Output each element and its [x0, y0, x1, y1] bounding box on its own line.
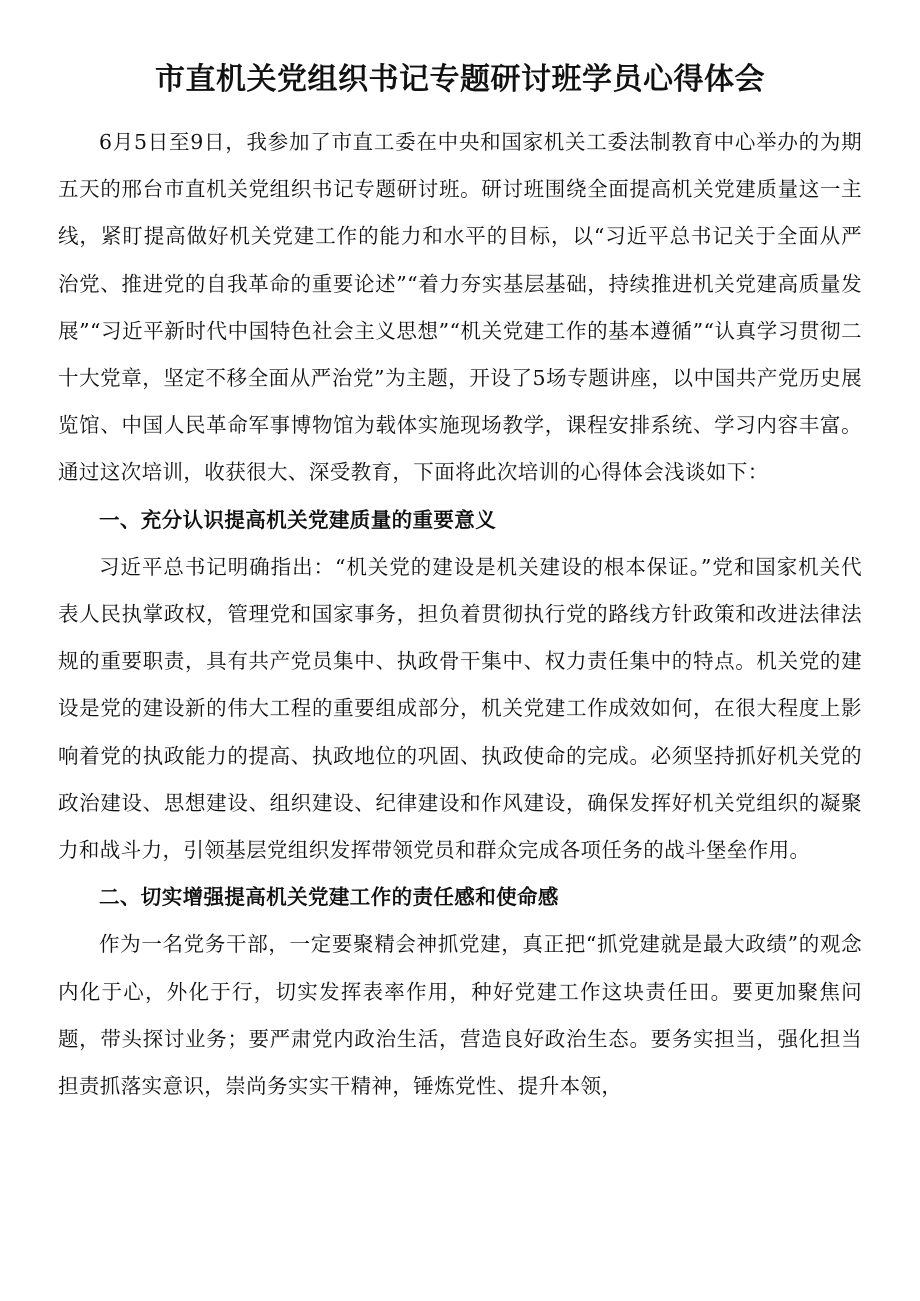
paragraph-section-1: 习近平总书记明确指出：“机关党的建设是机关建设的根本保证。”党和国家机关代表人民执掌政权，管理党和国家事务，担负着贯彻执行党的路线方针政策和改进法律法规的重要职责，具有共产党员集中、执政骨干集中、权力责任集中的特点。机关党的建设是党的建设新的伟大工程的重要组成部分，机关党建工作成效如何，在很大程度上影响着党的执政能力的提高、执政地位的巩固、执政使命的完成。必须坚持抓好机关党的政治建设、思想建设、组织建设、纪律建设和作风建设，确保发挥好机关党组织的凝聚力和战斗力，引领基层党组织发挥带领党员和群众完成各项任务的战斗堡垒作用。: [58, 554, 862, 863]
document-body: [58, 119, 862, 1110]
section-heading-1: 一、充分认识提高机关党建质量的重要意义: [99, 507, 497, 532]
document-title: 市直机关党组织书记专题研讨班学员心得体会: [155, 62, 765, 97]
paragraph-section-2: 作为一名党务干部，一定要聚精会神抓党建，真正把“抓党建就是最大政绩”的观念内化于心，外化于行，切实发挥表率作用，种好党建工作这块责任田。要更加聚焦问题，带头探讨业务；要严肃党内政治生活，营造良好政治生态。要务实担当，强化担当担责抓落实意识，崇尚务实实干精神，锤炼党性、提升本领，: [58, 932, 862, 1099]
paragraph-intro: 6月5日至9日，我参加了市直工委在中央和国家机关工委法制教育中心举办的为期五天的邢台市直机关党组织书记专题研讨班。研讨班围绕全面提高机关党建质量这一主线，紧盯提高做好机关党建工作的能力和水平的目标，以“习近平总书记关于全面从严治党、推进党的自我革命的重要论述”“着力夯实基层基础，持续推进机关党建高质量发展”“习近平新时代中国特色社会主义思想”“机关党建工作的基本遵循”“认真学习贯彻二十大党章，坚定不移全面从严治党”为主题，开设了5场专题讲座，以中国共产党历史展览馆、中国人民革命军事博物馆为载体实施现场教学，课程安排系统、学习内容丰富。通过这次培训，收获很大、深受教育，下面将此次培训的心得体会浅谈如下：: [58, 130, 862, 485]
section-heading-2: 二、切实增强提高机关党建工作的责任感和使命感: [99, 885, 559, 910]
